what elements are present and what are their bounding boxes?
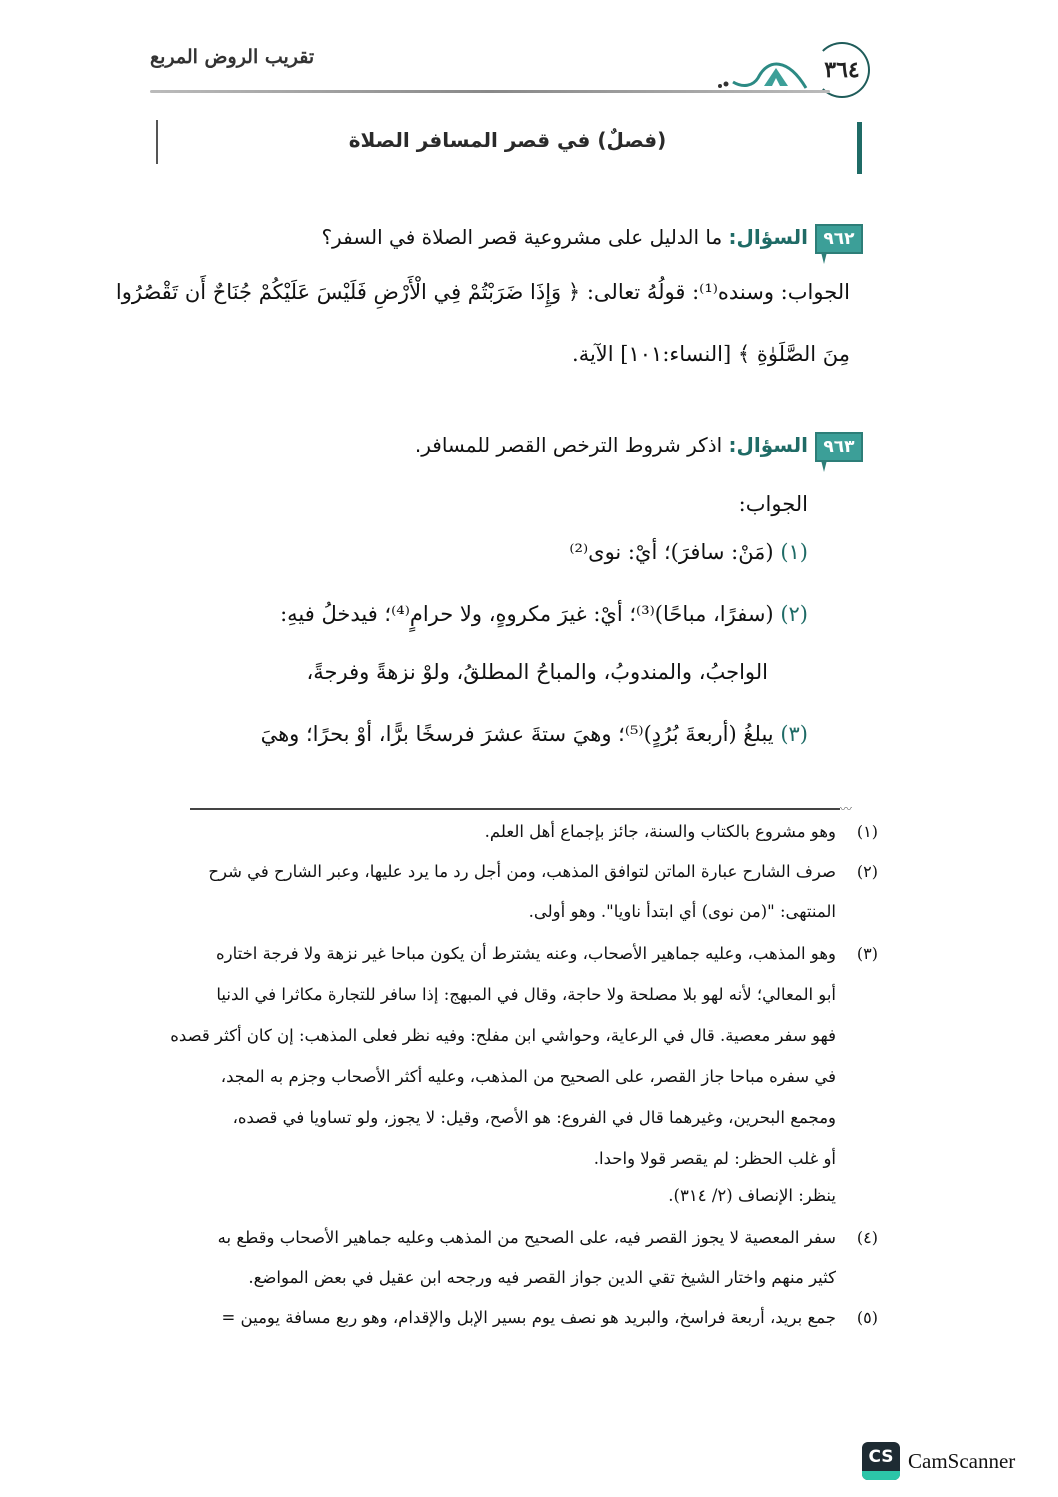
footnote-line: في سفره مباحا جاز القصر، على الصحيح من المذهب، وعليه أكثر الأصحاب وجزم به المجد، (220, 1067, 836, 1086)
question-label: السؤال: (728, 225, 808, 249)
answer-heading: الجواب: (738, 492, 808, 516)
footnote-divider (190, 808, 840, 810)
item-text-continued: الواجبُ، والمندوبُ، والمباحُ المطلقُ، ولوْ نزهةً وفرجةً، (306, 660, 768, 684)
item-number: (١) (780, 540, 808, 564)
item-text: (سفرًا، مباحًا)⁽³⁾؛ أيْ: غيرَ مكروهٍ، ولا حرامٍ⁽⁴⁾؛ فيدخلُ فيهِ: (280, 602, 774, 626)
question-text: اذكر شروط الترخص القصر للمسافر. (414, 433, 723, 457)
question-963 (415, 433, 808, 457)
answer-item-3 (261, 722, 808, 746)
question-label: السؤال: (728, 433, 808, 457)
footnote-line: المنتهى: "(من نوى) أي ابتدأ ناويا". وهو أولى. (528, 902, 836, 921)
item-number: (٢) (780, 602, 808, 626)
footnote-line: جمع بريد، أربعة فراسخ، والبريد هو نصف يوم بسير الإبل والإقدام، وهو ربع مسافة يومين = (221, 1308, 836, 1327)
footnote-line: صرف الشارح عبارة الماتن لتوافق المذهب، ومن أجل رد ما يرد عليها، وعبر الشارح في شرح (208, 862, 836, 881)
footnote-line: أبو المعالي؛ لأنه لهو بلا مصلحة ولا حاجة، وقال في المبهج: إذا سافر للتجارة مكاثرا في الدنيا (216, 985, 836, 1004)
answer-item-2 (280, 602, 808, 626)
answer-line: الجواب: وسنده⁽¹⁾: قولُهُ تعالى: ﴿ وَإِذَا ضَرَبْتُمْ فِي الْأَرْضِ فَلَيْسَ عَلَيْكُمْ جُنَاحٌ أَن تَقْصُرُوا (115, 280, 850, 304)
book-title: تقريب الروض المربع (150, 46, 315, 68)
header-divider (150, 90, 830, 93)
question-962 (321, 225, 808, 249)
question-number-badge: ٩٦٣ (815, 432, 863, 462)
footnote-number: (٢) (856, 862, 878, 881)
item-number: (٣) (780, 722, 808, 746)
footnote-line: وهو المذهب، وعليه جماهير الأصحاب، وعنه يشترط أن يكون مباحا غير نزهة ولا فرجة اختاره (215, 944, 836, 963)
section-left-bar (156, 120, 158, 164)
answer-line: مِنَ الصَّلَوٰةِ ﴾ [النساء:١٠١] الآية. (572, 342, 850, 366)
camscanner-brand: CamScanner (908, 1449, 1016, 1473)
item-text: (مَنْ: سافرَ)؛ أيْ: نوى⁽²⁾ (569, 540, 774, 564)
page-header (150, 40, 870, 100)
footnote-number: (١) (856, 822, 878, 841)
footnote-line: فهو سفر معصية. قال في الرعاية، وحواشي ابن مفلح: وفيه نظر فعلى المذهب: إن كان أكثر قصده (170, 1026, 836, 1045)
item-text: يبلغُ (أربعةَ بُرُدٍ)⁽⁵⁾؛ وهيَ ستةَ عشرَ فرسخًا برًّا، أوْ بحرًا؛ وهيَ (260, 722, 774, 746)
footnote-line: ومجمع البحرين، وغيرهما قال في الفروع: هو الأصح، وقيل: لا يجوز، ولو تساويا في قصده، (232, 1108, 836, 1127)
footnote-line: سفر المعصية لا يجوز القصر فيه، على الصحيح من المذهب وعليه جماهير الأصحاب وقطع به (217, 1228, 836, 1247)
answer-item-1 (569, 540, 808, 564)
section-title: (فصلٌ) في قصر المسافر الصلاة (348, 128, 667, 152)
footnote-number: (٥) (856, 1308, 878, 1327)
footnote-line: وهو مشروع بالكتاب والسنة، جائز بإجماع أهل العلم. (484, 822, 836, 841)
footnote-line: كثير منهم واختار الشيخ تقي الدين جواز القصر فيه ورجحه ابن عقيل في بعض المواضع. (248, 1268, 836, 1287)
footnote-divider-ornament: 〰 (840, 802, 853, 816)
ornament-icon (718, 48, 808, 92)
footnote-number: (٤) (856, 1228, 878, 1247)
question-number-badge: ٩٦٢ (815, 224, 863, 254)
camscanner-logo-icon (862, 1442, 900, 1480)
question-text: ما الدليل على مشروعية قصر الصلاة في السفر؟ (321, 225, 723, 249)
footnote-line: ينظر: الإنصاف (٢/ ٣١٤). (668, 1186, 836, 1205)
logo-text: CS (868, 1447, 894, 1467)
page-number: ٣٦٤ (814, 42, 870, 98)
logo-stripe (862, 1471, 900, 1480)
section-accent-bar (857, 122, 862, 174)
footnote-line: أو غلب الحظر: لم يقصر قولا واحدا. (593, 1149, 836, 1168)
footnote-number: (٣) (856, 944, 878, 963)
